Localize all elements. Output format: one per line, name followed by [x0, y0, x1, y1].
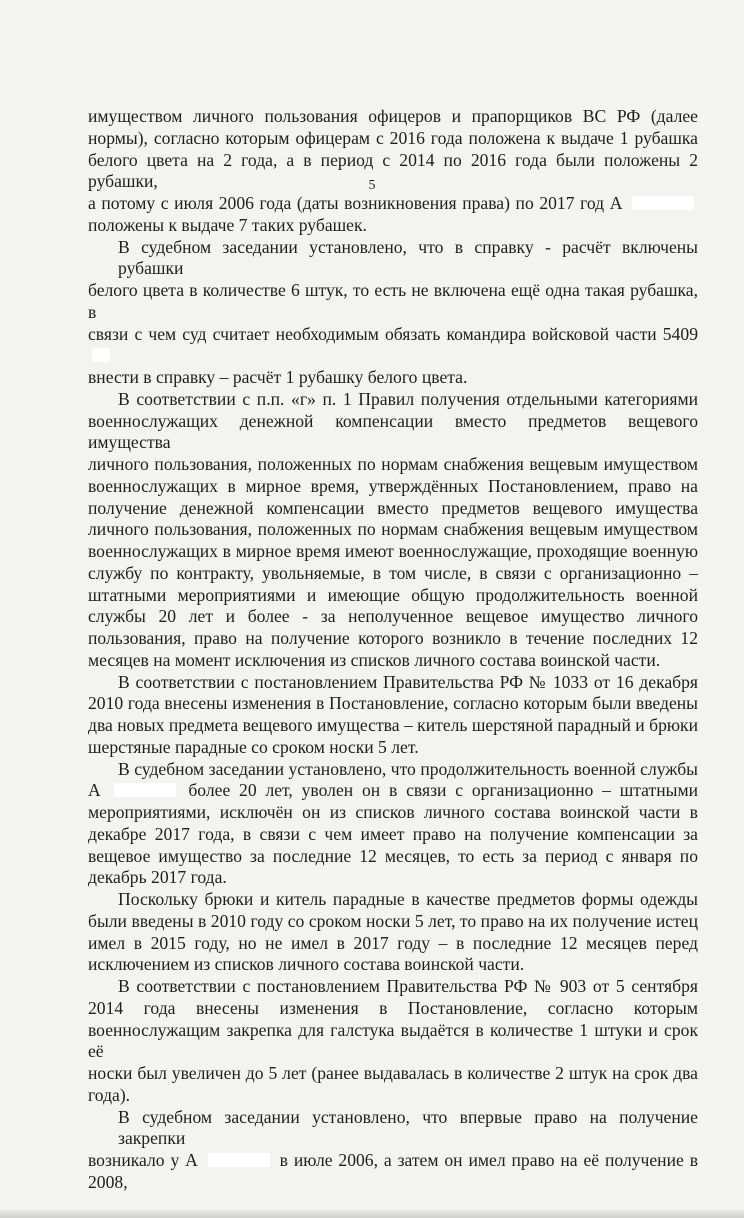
redacted-name	[208, 1153, 270, 1167]
text-line	[88, 650, 698, 672]
text-line	[88, 954, 698, 976]
paragraph	[88, 237, 698, 389]
line-text: в июле 2006, а затем он имел право на её получение в 2008,	[88, 1150, 699, 1192]
line-text: имуществом личного пользования офицеров и прапорщиков ВС РФ (далее	[88, 106, 698, 126]
page-number: 5	[368, 178, 376, 193]
line-text: белого цвета в количестве 6 штук, то есть не включена ещё одна такая рубашка, в	[88, 280, 698, 322]
document-body	[88, 106, 698, 1218]
line-text: белого цвета на 2 года, а в период с 2014 по 2016 года были положены 2 рубашки,	[88, 149, 698, 192]
text-line	[88, 519, 698, 541]
line-text: В соответствии с постановлением Правительства РФ № 903 от 5 сентября	[118, 976, 698, 996]
line-text: имел в 2015 году, но не имел в 2017 году – в последние 12 месяцев перед	[88, 932, 698, 953]
text-line	[88, 1085, 698, 1107]
text-line	[88, 193, 698, 215]
redacted-name	[632, 196, 694, 210]
text-line	[88, 1150, 698, 1194]
text-line	[88, 1020, 698, 1064]
text-line	[88, 324, 698, 368]
redacted-name	[114, 783, 176, 797]
paragraph	[88, 672, 698, 759]
text-line	[88, 106, 698, 128]
text-line	[88, 1063, 698, 1085]
line-text: положены к выдаче 7 таких рубашек.	[88, 214, 367, 235]
line-text: В судебном заседании установлено, что в справку - расчёт включены рубашки	[118, 236, 698, 279]
text-line	[88, 846, 698, 868]
text-line	[88, 933, 698, 955]
text-line	[88, 585, 698, 607]
line-text: вещевое имущество за последние 12 месяцев, то есть за период с января по	[88, 845, 698, 866]
text-line	[88, 498, 698, 520]
paragraph	[88, 976, 698, 1107]
line-text: 2014 года внесены изменения в Постановление, согласно которым	[88, 997, 698, 1018]
line-text: А	[88, 780, 101, 801]
text-line	[88, 998, 698, 1020]
text-line	[88, 780, 698, 802]
text-line	[88, 411, 698, 455]
line-text: были введены в 2010 году со сроком носки 5 лет, то право на их получение истец	[88, 910, 698, 931]
text-line	[88, 802, 698, 824]
line-text: декабре 2017 года, в связи с чем имеет право на получение компенсации за	[88, 823, 698, 844]
paragraph	[88, 106, 698, 237]
line-text: военнослужащих в мирное время имеют военнослужащие, проходящие военную	[88, 541, 698, 561]
line-text: 2010 года внесены изменения в Постановление, согласно которым были введены	[88, 693, 698, 714]
line-text: нормы), согласно которым офицерам с 2016 года положена к выдаче 1 рубашка	[88, 127, 698, 148]
paragraph	[88, 759, 698, 890]
paragraph	[88, 889, 698, 976]
line-text: связи с чем суд считает необходимым обязать командира войсковой части 5409	[88, 323, 698, 344]
text-line	[88, 128, 698, 150]
text-line	[88, 911, 698, 933]
text-line	[88, 1107, 698, 1151]
line-text: декабрь 2017 года.	[88, 867, 227, 888]
paragraph	[88, 389, 698, 672]
line-text: службы 20 лет и более - за неполученное вещевое имущество личного	[88, 606, 698, 627]
line-text: месяцев на момент исключения из списков личного состава воинской части.	[88, 649, 661, 670]
text-line	[88, 824, 698, 846]
text-line	[88, 737, 698, 759]
line-text: два новых предмета вещевого имущества – китель шерстяной парадный и брюки	[88, 715, 698, 735]
line-text: мероприятиями, исключён он из списков личного состава воинской части в	[88, 802, 698, 822]
text-line	[88, 563, 698, 585]
line-text: штатными мероприятиями и имеющие общую продолжительность военной	[88, 584, 698, 605]
line-text: военнослужащих в мирное время, утверждённых Постановлением, право на	[88, 475, 698, 496]
text-line	[88, 628, 698, 650]
line-text: года).	[88, 1084, 131, 1105]
text-line	[88, 454, 698, 476]
line-text: внести в справку – расчёт 1 рубашку белого цвета.	[88, 367, 468, 387]
line-text: В судебном заседании установлено, что впервые право на получение закрепки	[118, 1106, 698, 1149]
line-text: носки был увеличен до 5 лет (ранее выдавалась в количестве 2 штук на срок два	[88, 1063, 698, 1083]
line-text: шерстяные парадные со сроком носки 5 лет.	[88, 736, 419, 757]
line-text: В соответствии с постановлением Правительства РФ № 1033 от 16 декабря	[118, 671, 698, 692]
text-line	[88, 889, 698, 911]
text-line	[88, 715, 698, 737]
text-line	[88, 672, 698, 694]
text-line	[88, 976, 698, 998]
line-text: получение денежной компенсации вместо предметов вещевого имущества	[88, 497, 698, 518]
line-text: возникало у А	[88, 1150, 198, 1170]
text-line	[88, 150, 698, 194]
text-line	[88, 389, 698, 411]
line-text: военнослужащим закрепка для галстука выдаётся в количестве 1 штуки и срок её	[88, 1019, 698, 1062]
text-line	[88, 215, 698, 237]
text-line	[88, 693, 698, 715]
text-line	[88, 237, 698, 281]
line-text: В соответствии с п.п. «г» п. 1 Правил получения отдельными категориями	[118, 388, 698, 409]
text-line	[88, 367, 698, 389]
line-text: личного пользования, положенных по нормам снабжения вещевым имуществом	[88, 519, 698, 540]
line-text: В судебном заседании установлено, что продолжительность военной службы	[118, 758, 698, 779]
text-line	[88, 759, 698, 781]
text-line	[88, 476, 698, 498]
paragraph	[88, 1107, 698, 1194]
line-text: военнослужащих денежной компенсации вместо предметов вещевого имущества	[88, 410, 698, 453]
text-line	[88, 541, 698, 563]
text-line	[88, 867, 698, 889]
redacted-name	[92, 348, 110, 362]
line-text: службу по контракту, увольняемые, в том числе, в связи с организационно –	[88, 562, 698, 583]
line-text: пользования, право на получение которого возникло в течение последних 12	[88, 628, 698, 648]
line-text: личного пользования, положенных по нормам снабжения вещевым имуществом	[88, 454, 698, 474]
line-text: а потому с июля 2006 года (даты возникновения права) по 2017 год А	[88, 193, 623, 213]
line-text: Поскольку брюки и китель парадные в качестве предметов формы одежды	[118, 889, 698, 909]
line-text: более 20 лет, уволен он в связи с организационно – штатными	[188, 780, 698, 801]
text-line	[88, 280, 698, 324]
line-text: исключением из списков личного состава воинской части.	[88, 954, 525, 975]
text-line	[88, 606, 698, 628]
